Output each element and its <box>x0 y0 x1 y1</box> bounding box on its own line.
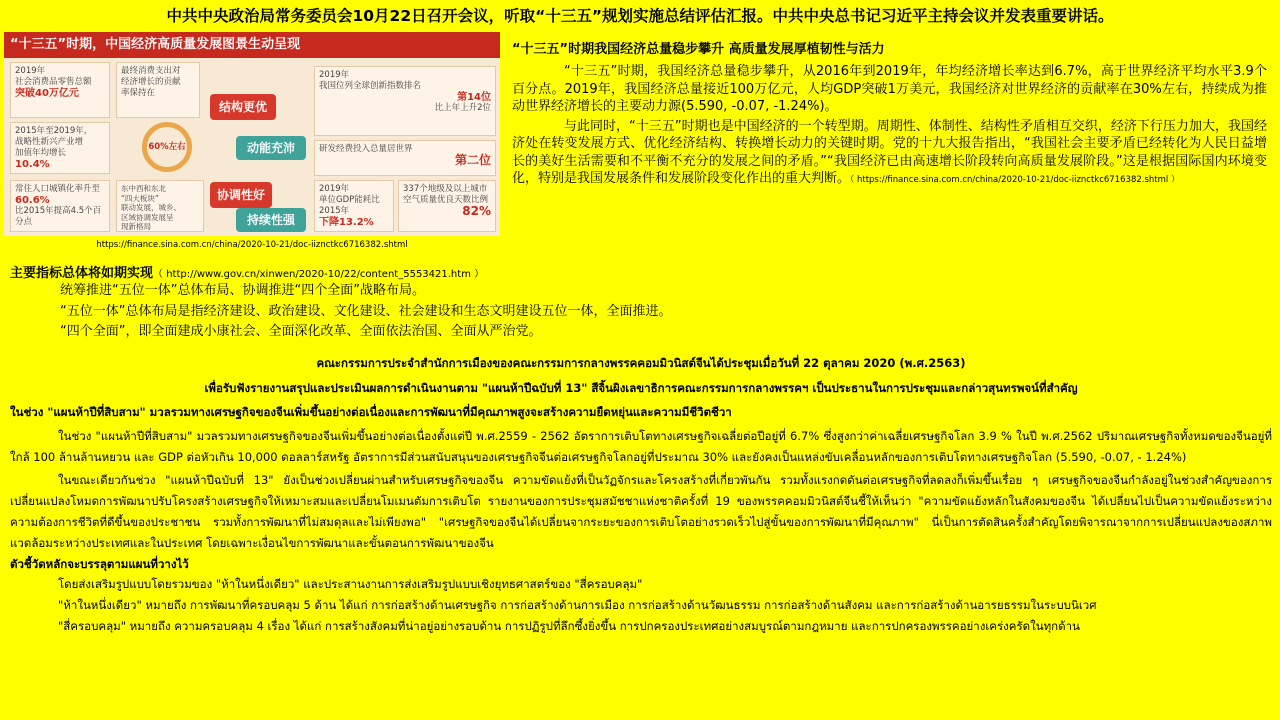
info-value: 60.6% <box>15 195 50 206</box>
article-paragraph-1: “十三五”时期，我国经济总量稳步攀升，从2016年到2019年，年均经济增长率达到6.7%，高于世界经济平均水平3.9个百分点。2019年，我国经济总量接近100万亿元，人均GDP突破1万美元，我国经济对世界经济的贡献率在30%左右，持续成为推动世界经济增长的主要动力源(5.590, -0.07, -1.24%)。 <box>512 64 1267 114</box>
thai-paragraph-2: ในขณะเดียวกันช่วง "แผนห้าปีฉบับที่ 13" ยังเป็นช่วงเปลี่ยนผ่านสำหรับเศรษฐกิจของจีน ความขัดแย้งที่เป็นวัฏจักรและโครงสร้างที่เกี่ยวพันกัน รวมทั้งแรงกดดันต่อเศรษฐกิจที่ลดลงก็เพิ่มขึ้นเรื่อย ๆ เศรษฐกิจของจีนกำลังอยู่ในช่วงสำคัญของการเปลี่ยนแปลงโหมดการพัฒนาปรับโครงสร้างเศรษฐกิจให้เหมาะสมและเปลี่ยนโมเมนตัมการเติบโต รายงานของการประชุมสมัชชาแห่งชาติครั้งที่ 19 ของพรรคคอมมิวนิสต์จีนชี้ให้เห็นว่า "ความขัดแย้งหลักในสังคมของจีน ได้เปลี่ยนไปเป็นความขัดแย้งระหว่างความต้องการชีวิตที่ดีขึ้นของประชาชน รวมทั้งการพัฒนาที่ไม่สมดุลและไม่เพียงพอ" "เศรษฐกิจของจีนได้เปลี่ยนจากระยะของการเติบโตอย่างรวดเร็วไปสู่ขั้นของการพัฒนาที่มีคุณภาพ" นี่เป็นการตัดสินครั้งสำคัญโดยพิจารณาจากการเปลี่ยนแปลงของสภาพแวดล้อมระหว่างประเทศและในประเทศ โดยเฉพาะเงื่อนไขการพัฒนาและขั้นตอนการพัฒนาของจีน <box>10 473 1272 550</box>
thai-line-4: "ห้าในหนึ่งเดียว" หมายถึง การพัฒนาที่ครอบคลุม 5 ด้าน ได้แก่ การก่อสร้างด้านเศรษฐกิจ การก่อสร้างด้านการเมือง การก่อสร้างด้านวัฒนธรรม การก่อสร้างด้านสังคม และการก่อสร้างด้านอารยธรรมในระบบนิเวศ <box>58 598 1097 612</box>
info-text: 率保持在 <box>121 88 156 98</box>
thai-line-3: โดยส่งเสริมรูปแบบโดยรวมของ "ห้าในหนึ่งเดียว" และประสานงานการส่งเสริมรูปแบบเชิงยุทธศาสตร์ของ "สี่ครอบคลุม" <box>58 577 643 591</box>
right-article <box>512 38 1267 192</box>
indicators-heading <box>10 262 1270 281</box>
info-card-rd <box>314 140 496 176</box>
info-value: 82% <box>462 204 491 218</box>
info-card-urbanization <box>10 180 110 232</box>
info-text: 比2015年提高4.5个百分点 <box>15 206 102 227</box>
info-text: 空气质量优良天数比例 <box>403 195 489 205</box>
page-title: 中共中央政治局常务委员会10月22日召开会议，听取“十三五”规划实施总结评估汇报。中共中央总书记习近平主持会议并发表重要讲话。 <box>166 7 1114 25</box>
info-text: 研发经费投入总量居世界 <box>319 144 413 154</box>
info-card-innovation <box>314 66 496 136</box>
infographic-banner: “十三五”时期，中国经济高质量发展图景生动呈现 <box>4 32 500 58</box>
article-source-url: （ https://finance.sina.com.cn/china/2020-10-21/doc-iiznctkc6716382.shtml ） <box>850 175 1180 185</box>
info-text: 337个地级及以上城市 <box>403 184 488 194</box>
info-text: 战略性新兴产业增 <box>15 137 84 147</box>
info-card-emerging <box>10 122 110 174</box>
tag-coordination: 协调性好 <box>210 182 272 208</box>
thai-line-5: "สี่ครอบคลุม" หมายถึง ความครอบคลุม 4 เรื่อง ได้แก่ การสร้างสังคมที่น่าอยู่อย่างรอบด้าน การปฏิรูปที่ลึกซึ้งยิ่งขึ้น การปกครองประเทศอย่างสมบูรณ์ตามกฎหมาย และการปกครองพรรคอย่างเคร่งครัดในทุกด้าน <box>58 619 1080 633</box>
indicators-line-2: “五位一体”总体布局是指经济建设、政治建设、文化建设、社会建设和生态文明建设五位一体，全面推进。 <box>60 303 672 319</box>
info-card-retail <box>10 62 110 118</box>
info-text: 区域协调发展呈 <box>121 212 174 222</box>
info-value: 第二位 <box>454 153 491 167</box>
info-text: 2019年 <box>15 66 46 76</box>
thai-translation <box>10 354 1272 637</box>
article-heading: “十三五”时期我国经济总量稳步攀升 高质量发展厚植韧性与活力 <box>512 42 885 57</box>
info-card-energy <box>314 180 394 232</box>
info-value: 10.4% <box>15 159 50 170</box>
infographic-image <box>4 32 500 236</box>
indicators-heading-text: 主要指标总体将如期实现 <box>10 266 154 281</box>
info-text: 单位GDP能耗比 <box>319 195 380 205</box>
indicators-line-1: 统筹推进“五位一体”总体布局、协调推进“四个全面”战略布局。 <box>60 283 425 298</box>
thai-paragraph-1: ในช่วง "แผนห้าปีที่สิบสาม" มวลรวมทางเศรษฐกิจของจีนเพิ่มขึ้นอย่างต่อเนื่องตั้งแต่ปี พ.ศ.2559 - 2562 อัตราการเติบโตทางเศรษฐกิจเฉลี่ยต่อปีอยู่ที่ 6.7% ซึ่งสูงกว่าค่าเฉลี่ยเศรษฐกิจโลก 3.9 % ในปี พ.ศ.2562 ปริมาณเศรษฐกิจทั้งหมดของจีนอยู่ที่ใกล้ 100 ล้านล้านหยวน และ GDP ต่อหัวเกิน 10,000 ดอลลาร์สหรัฐ อัตราการมีส่วนสนับสนุนของเศรษฐกิจจีนต่อเศรษฐกิจโลกอยู่ที่ประมาณ 30% และยังคงเป็นแหล่งขับเคลื่อนหลักของการเติบโตทางเศรษฐกิจโลก (5.590, -0.07, - 1.24%) <box>10 429 1272 464</box>
info-ring-60 <box>142 122 192 172</box>
thai-heading-2: ตัวชี้วัดหลักจะบรรลุตามแผนที่วางไว้ <box>10 557 189 571</box>
info-value: 突破40万亿元 <box>15 88 79 99</box>
thai-title-2: เพื่อรับฟังรายงานสรุปและประเมินผลการดำเนินงานตาม "แผนห้าปีฉบับที่ 13" สีจิ้นผิงเลขาธิการคณะกรรมการกลางพรรคฯ เป็นประธานในการประชุมและกล่าวสุนทรพจน์ที่สำคัญ <box>204 381 1078 395</box>
info-value: 60%左右 <box>148 142 186 152</box>
info-text: 2015年至2019年， <box>15 126 93 136</box>
tag-momentum: 动能充沛 <box>236 136 306 160</box>
info-text: 联动发展，城乡、 <box>121 203 181 212</box>
info-text: 我国位列全球创新指数排名 <box>319 81 422 91</box>
info-text: 2015年 <box>319 206 350 216</box>
tag-sustainability: 持续性强 <box>236 208 306 232</box>
info-text: 社会消费品零售总额 <box>15 77 92 87</box>
info-value: 下降13.2% <box>319 217 374 228</box>
article-paragraph-2-text: 与此同时，“十三五”时期也是中国经济的一个转型期。周期性、体制性、结构性矛盾相互交织，经济下行压力加大，我国经济处在转变发展方式、优化经济结构、转换增长动力的关键时期。党的十九大报告指出，“我国社会主要矛盾已经转化为人民日益增长的美好生活需要和不平衡不充分的发展之间的矛盾。”“我国经济已由高速增长阶段转向高质量发展阶段。”这是根据国际国内环境变化，特别是我国发展条件和发展阶段变化作出的重大判断。 <box>512 118 1267 186</box>
indicators-source-url: （ http://www.gov.cn/xinwen/2020-10/22/content_5553421.htm ） <box>153 269 485 280</box>
info-text: 东中西和东北 <box>121 184 166 193</box>
info-text: 经济增长的贡献 <box>121 77 181 87</box>
indicators-section <box>10 262 1270 343</box>
info-text: 比上年上升2位 <box>434 103 491 113</box>
thai-heading-1: ในช่วง "แผนห้าปีที่สิบสาม" มวลรวมทางเศรษฐกิจของจีนเพิ่มขึ้นอย่างต่อเนื่องและการพัฒนาที่มีคุณภาพสูงจะสร้างความยืดหยุ่นและความมีชีวิตชีวา <box>10 405 732 419</box>
info-card-regions <box>116 180 204 232</box>
info-text: 加值年均增长 <box>15 148 67 158</box>
indicators-line-3: “四个全面”，即全面建成小康社会、全面深化改革、全面依法治国、全面从严治党。 <box>60 324 542 339</box>
info-text: 常住人口城镇化率升至 <box>15 184 101 194</box>
info-text: 2019年 <box>319 184 350 194</box>
info-text: 2019年 <box>319 70 350 80</box>
infographic-source-url: https://finance.sina.com.cn/china/2020-10-21/doc-iiznctkc6716382.shtml <box>96 240 408 250</box>
info-text: “四大板块” <box>121 193 159 203</box>
info-text: 最终消费支出对 <box>121 66 181 76</box>
tag-structure: 结构更优 <box>210 94 276 120</box>
info-text: 现新格局 <box>121 222 151 231</box>
info-value: 第14位 <box>457 92 491 103</box>
info-card-air <box>398 180 496 232</box>
thai-title-1: คณะกรรมการประจำสำนักการเมืองของคณะกรรมการกลางพรรคคอมมิวนิสต์จีนได้ประชุมเมื่อวันที่ 22 ตุลาคม 2020 (พ.ศ.2563) <box>316 356 966 370</box>
article-paragraph-2 <box>512 118 1267 190</box>
info-card-consumption <box>116 62 200 118</box>
